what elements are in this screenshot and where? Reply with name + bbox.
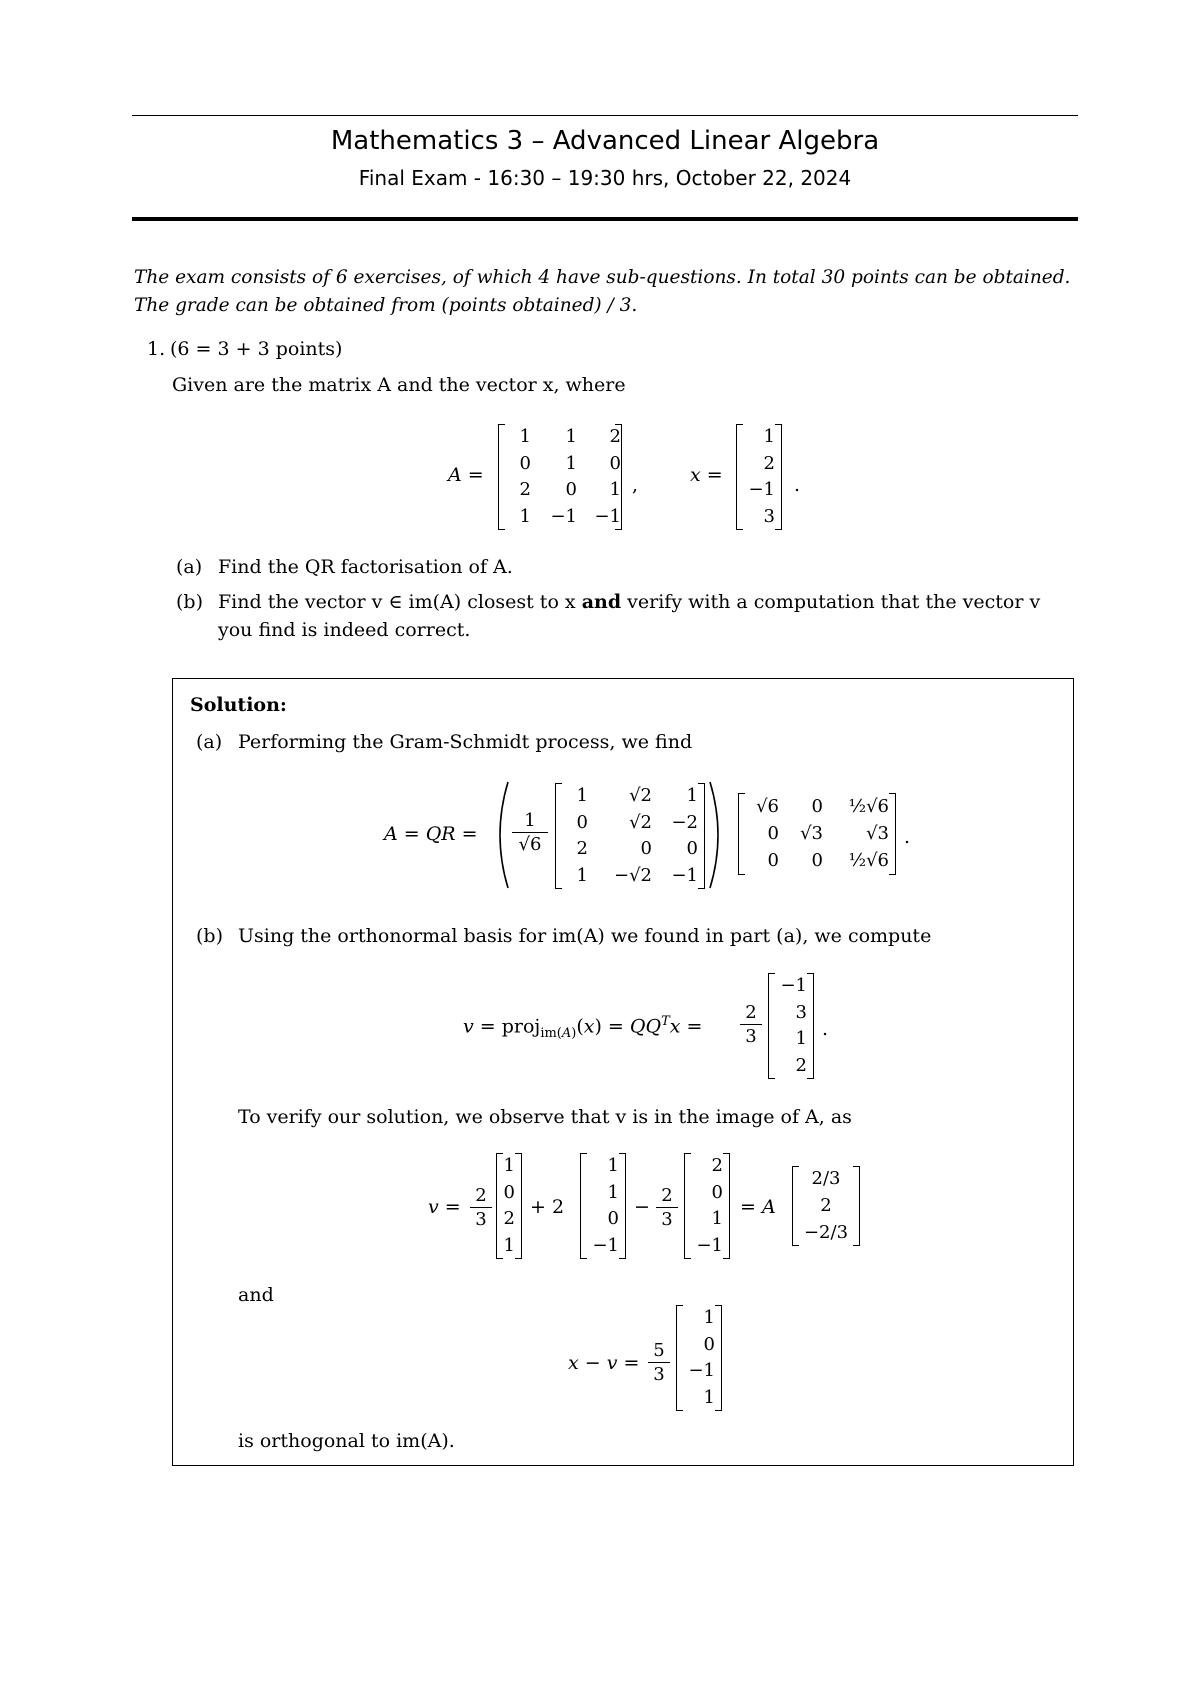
matrix-cell: √2 — [629, 785, 652, 807]
vector-proj — [768, 973, 814, 1079]
matrix-cell: √6 — [756, 795, 779, 817]
intro-line-1: The exam consists of 6 exercises, of which 4 have sub-questions. In total 30 points can be obtained. — [134, 267, 1071, 288]
bracket-left — [580, 1153, 587, 1259]
matrix-cell: √2 — [629, 811, 652, 833]
matrix-cell: 1 — [607, 1181, 619, 1203]
proj-equation: v = proj$_{im(A)}$(x) = $QQ^Tx$ = — [463, 1014, 703, 1042]
matrix-cell: 1 — [503, 1234, 515, 1256]
part-b-label: (b) — [176, 591, 203, 613]
scalar-2-over-3-b: 2 3 — [470, 1185, 492, 1230]
matrix-cell: 2 — [503, 1208, 515, 1230]
verify-text: To verify our solution, we observe that v is in the image of A, as — [238, 1106, 852, 1128]
lhs-x-minus-v: x − v = — [568, 1352, 640, 1374]
sol-b-text: Using the orthonormal basis for im(A) we found in part (a), we compute — [238, 925, 932, 947]
lhs-A-QR: A = QR = — [384, 823, 478, 845]
matrix-cell: −1 — [671, 864, 698, 886]
part-a-text: Find the QR factorisation of A. — [218, 556, 513, 578]
bracket-right — [775, 424, 782, 530]
matrix-cell: 3 — [763, 505, 775, 527]
period-3: . — [822, 1018, 829, 1040]
matrix-cell: −2/3 — [803, 1221, 849, 1243]
matrix-cell: 0 — [609, 452, 621, 474]
part-b-text-3: you find is indeed correct. — [218, 619, 471, 641]
bracket-left — [738, 793, 745, 875]
matrix-cell: −1 — [550, 505, 577, 527]
part-b-and: and — [581, 591, 622, 613]
intro-line-2: The grade can be obtained from (points obtained) / 3. — [134, 295, 638, 316]
vector-col2 — [580, 1153, 626, 1259]
matrix-cell: 1 — [576, 785, 588, 807]
vector-x — [736, 424, 782, 530]
matrix-Q — [555, 783, 705, 889]
right-paren — [706, 780, 728, 890]
lhs-x: x = — [690, 464, 723, 486]
matrix-cell: 2 — [795, 1054, 807, 1076]
matrix-A — [498, 424, 622, 530]
bracket-right — [515, 1153, 522, 1259]
sol-b-label: (b) — [196, 925, 223, 947]
bracket-left — [736, 424, 743, 530]
matrix-cell: 0 — [607, 1208, 619, 1230]
matrix-cell: 1 — [763, 426, 775, 448]
matrix-cell: 0 — [576, 811, 588, 833]
exam-subtitle: Final Exam - 16:30 – 19:30 hrs, October 22, 2024 — [358, 166, 852, 190]
scalar-1-over-sqrt6: 1 √6 — [512, 810, 548, 855]
exam-title: Mathematics 3 – Advanced Linear Algebra — [330, 126, 880, 156]
part-b-text-1: Find the vector v ∈ im(A) closest to x — [218, 591, 576, 613]
matrix-cell: 3 — [795, 1001, 807, 1023]
matrix-cell: 1 — [609, 479, 621, 501]
scalar-2-over-3-c: 2 3 — [656, 1185, 678, 1230]
bracket-left — [555, 783, 562, 889]
matrix-R — [738, 793, 896, 875]
matrix-cell: 1 — [686, 785, 698, 807]
matrix-cell: 1 — [565, 426, 577, 448]
matrix-cell: 2/3 — [811, 1168, 841, 1190]
matrix-cell: 1 — [703, 1307, 715, 1329]
solution-heading: Solution: — [190, 694, 287, 716]
bracket-left — [684, 1153, 691, 1259]
bracket-right — [723, 1153, 730, 1259]
matrix-cell: 1 — [519, 426, 531, 448]
exercise-given: Given are the matrix A and the vector x, where — [172, 374, 626, 396]
matrix-cell: ½√6 — [848, 850, 889, 872]
matrix-cell: 1 — [503, 1155, 515, 1177]
matrix-cell: −1 — [688, 1360, 715, 1382]
matrix-cell: 1 — [795, 1028, 807, 1050]
matrix-cell: −1 — [748, 479, 775, 501]
matrix-cell: 2 — [609, 426, 621, 448]
matrix-cell: ½√6 — [848, 795, 889, 817]
matrix-cell: √3 — [800, 823, 823, 844]
matrix-cell: 2 — [711, 1155, 723, 1177]
matrix-cell: 1 — [711, 1208, 723, 1230]
top-rule — [132, 115, 1078, 116]
matrix-cell: 0 — [767, 823, 779, 844]
matrix-cell: 2 — [820, 1195, 832, 1216]
matrix-cell: 1 — [607, 1155, 619, 1177]
matrix-cell: 2 — [576, 838, 588, 860]
matrix-cell: 1 — [565, 452, 577, 474]
minus-sign: − — [634, 1196, 650, 1218]
part-b-text-2: verify with a computation that the vector v — [627, 591, 1041, 613]
lhs-v: v = — [428, 1196, 461, 1218]
matrix-cell: 0 — [811, 795, 823, 817]
bracket-left — [768, 973, 775, 1079]
matrix-cell: −1 — [696, 1234, 723, 1256]
matrix-cell: −√2 — [613, 864, 652, 886]
period-2: . — [904, 826, 911, 848]
bracket-left — [498, 424, 505, 530]
intro-text — [134, 264, 1084, 320]
scalar-2-over-3-a: 2 3 — [740, 1002, 762, 1047]
matrix-cell: 0 — [519, 452, 531, 474]
comma-1: , — [632, 474, 639, 496]
matrix-cell: −1 — [780, 975, 807, 997]
matrix-cell: 2 — [519, 479, 531, 501]
bracket-right — [889, 793, 896, 875]
sol-a-text: Performing the Gram-Schmidt process, we find — [238, 731, 693, 753]
bracket-left — [496, 1153, 503, 1259]
part-b-text — [218, 591, 1040, 613]
matrix-cell: 1 — [519, 505, 531, 527]
bottom-rule — [132, 217, 1078, 221]
matrix-cell: 0 — [711, 1181, 723, 1203]
period-1: . — [794, 474, 801, 496]
final-text: is orthogonal to im(A). — [238, 1430, 455, 1452]
matrix-cell: −2 — [671, 811, 698, 833]
bracket-right — [619, 1153, 626, 1259]
exercise-number: 1. — [147, 338, 166, 360]
vector-diff — [676, 1305, 722, 1411]
bracket-left — [676, 1305, 683, 1411]
bracket-right — [698, 783, 705, 889]
vector-coef — [792, 1166, 860, 1246]
matrix-cell: 0 — [767, 850, 779, 872]
plus-2: + 2 — [530, 1196, 565, 1218]
exercise-points: (6 = 3 + 3 points) — [170, 338, 343, 360]
lhs-A: A = — [448, 464, 484, 486]
vector-col1 — [496, 1153, 522, 1259]
matrix-cell: −1 — [592, 1234, 619, 1256]
matrix-cell: 1 — [703, 1386, 715, 1408]
scalar-5-over-3: 5 3 — [648, 1340, 670, 1385]
matrix-cell: 0 — [686, 838, 698, 860]
matrix-cell: 0 — [811, 850, 823, 872]
matrix-cell: 0 — [565, 479, 577, 501]
matrix-cell: −1 — [594, 505, 621, 527]
part-a-label: (a) — [176, 556, 203, 578]
matrix-cell: √3 — [866, 823, 889, 844]
matrix-cell: 0 — [503, 1181, 515, 1203]
bracket-right — [853, 1166, 860, 1246]
sol-a-label: (a) — [196, 731, 223, 753]
and-text: and — [238, 1284, 274, 1306]
left-paren — [490, 780, 512, 890]
bracket-right — [807, 973, 814, 1079]
vector-col3 — [684, 1153, 730, 1259]
equals-A: = A — [740, 1196, 776, 1218]
matrix-cell: 1 — [576, 864, 588, 886]
bracket-left — [792, 1166, 799, 1246]
matrix-cell: 0 — [640, 838, 652, 860]
matrix-cell: 0 — [703, 1333, 715, 1355]
matrix-cell: 2 — [763, 452, 775, 474]
bracket-right — [715, 1305, 722, 1411]
